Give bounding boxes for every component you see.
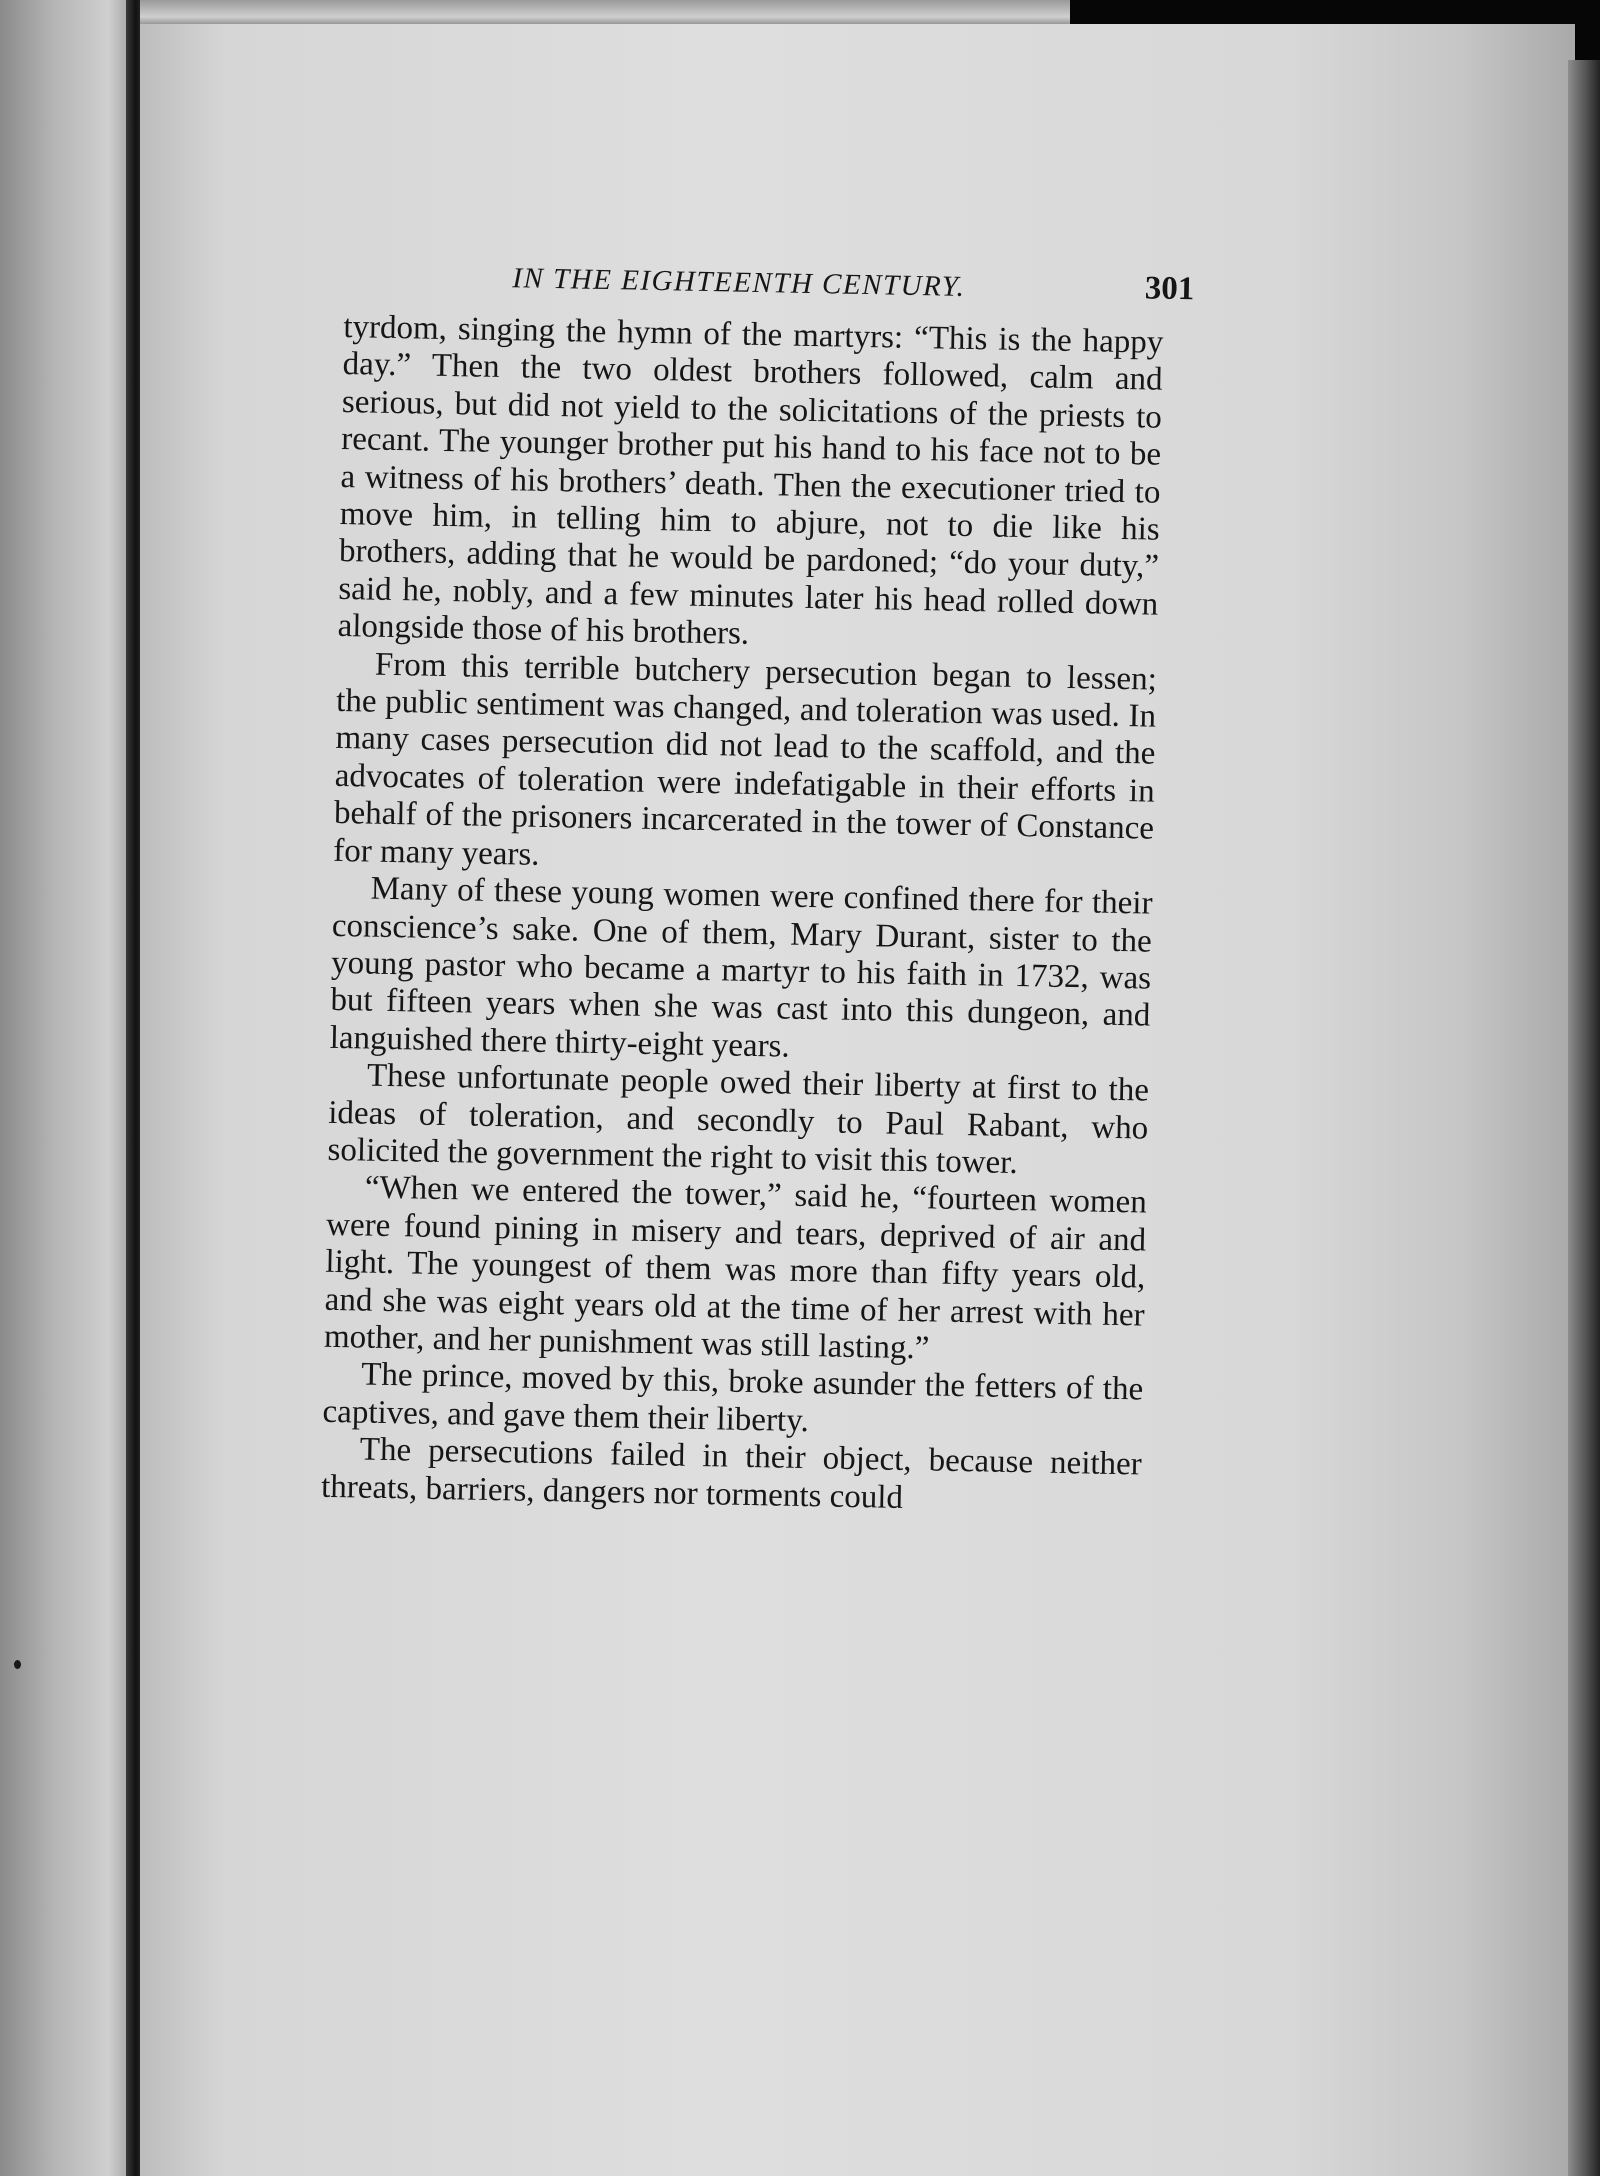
paragraph: “When we entered the tower,” said he, “fourteen women were found pining in misery and tears, deprived of air and light. The youngest of them was more than fifty years old, and she was eight years old at the time of her arrest with her mother, and her punishment was still lasting.” [323, 1169, 1148, 1367]
paragraph: tyrdom, singing the hymn of the martyrs: “This is the happy day.” Then the two oldest brothers followed, calm and serious, but did not yield to the solicitations of the priests to recant. The younger brother put his hand to his face not to be a witness of his brothers’ death. Then the executioner tried to move him, in telling him to abjure, not to die like his brothers, adding that he would be pardoned; “do your duty,” said he, nobly, and a few minutes later his head rolled down alongside those of his brothers. [337, 308, 1164, 653]
scan-speck [14, 1660, 21, 1669]
right-page-edge [1568, 60, 1600, 2176]
paragraph: These unfortunate people owed their liberty at first to the ideas of toleration, and secondly to Paul Rabant, who solicited the government the right to visit this tower. [327, 1057, 1150, 1182]
paragraph: Many of these young women were confined there for their conscience’s sake. One of them, Mary Durant, sister to the young pastor who became a martyr to his faith in 1732, was but fifteen years when she was cast into this dungeon, and languished there thirty-eight years. [329, 870, 1153, 1065]
paragraph: From this terrible butchery persecution began to lessen; the public sentiment was changed, and toleration was used. In many cases persecution did not lead to the scaffold, and the advocates of toleration were indefatigable in their efforts in behalf of the prisoners incarcerated in the tower of Constance for many years. [333, 646, 1158, 873]
page-number: 301 [1144, 270, 1195, 308]
page-content [320, 245, 1195, 1522]
paragraph: The prince, moved by this, broke asunder the fetters of the captives, and gave them their liberty. [322, 1356, 1144, 1439]
facing-page-edge [0, 0, 135, 2176]
paragraph: The persecutions failed in their object, because neither threats, barriers, dangers nor torments could [320, 1431, 1143, 1516]
running-head: IN THE EIGHTEENTH CENTURY. [512, 262, 966, 303]
body-text [321, 309, 1164, 1522]
